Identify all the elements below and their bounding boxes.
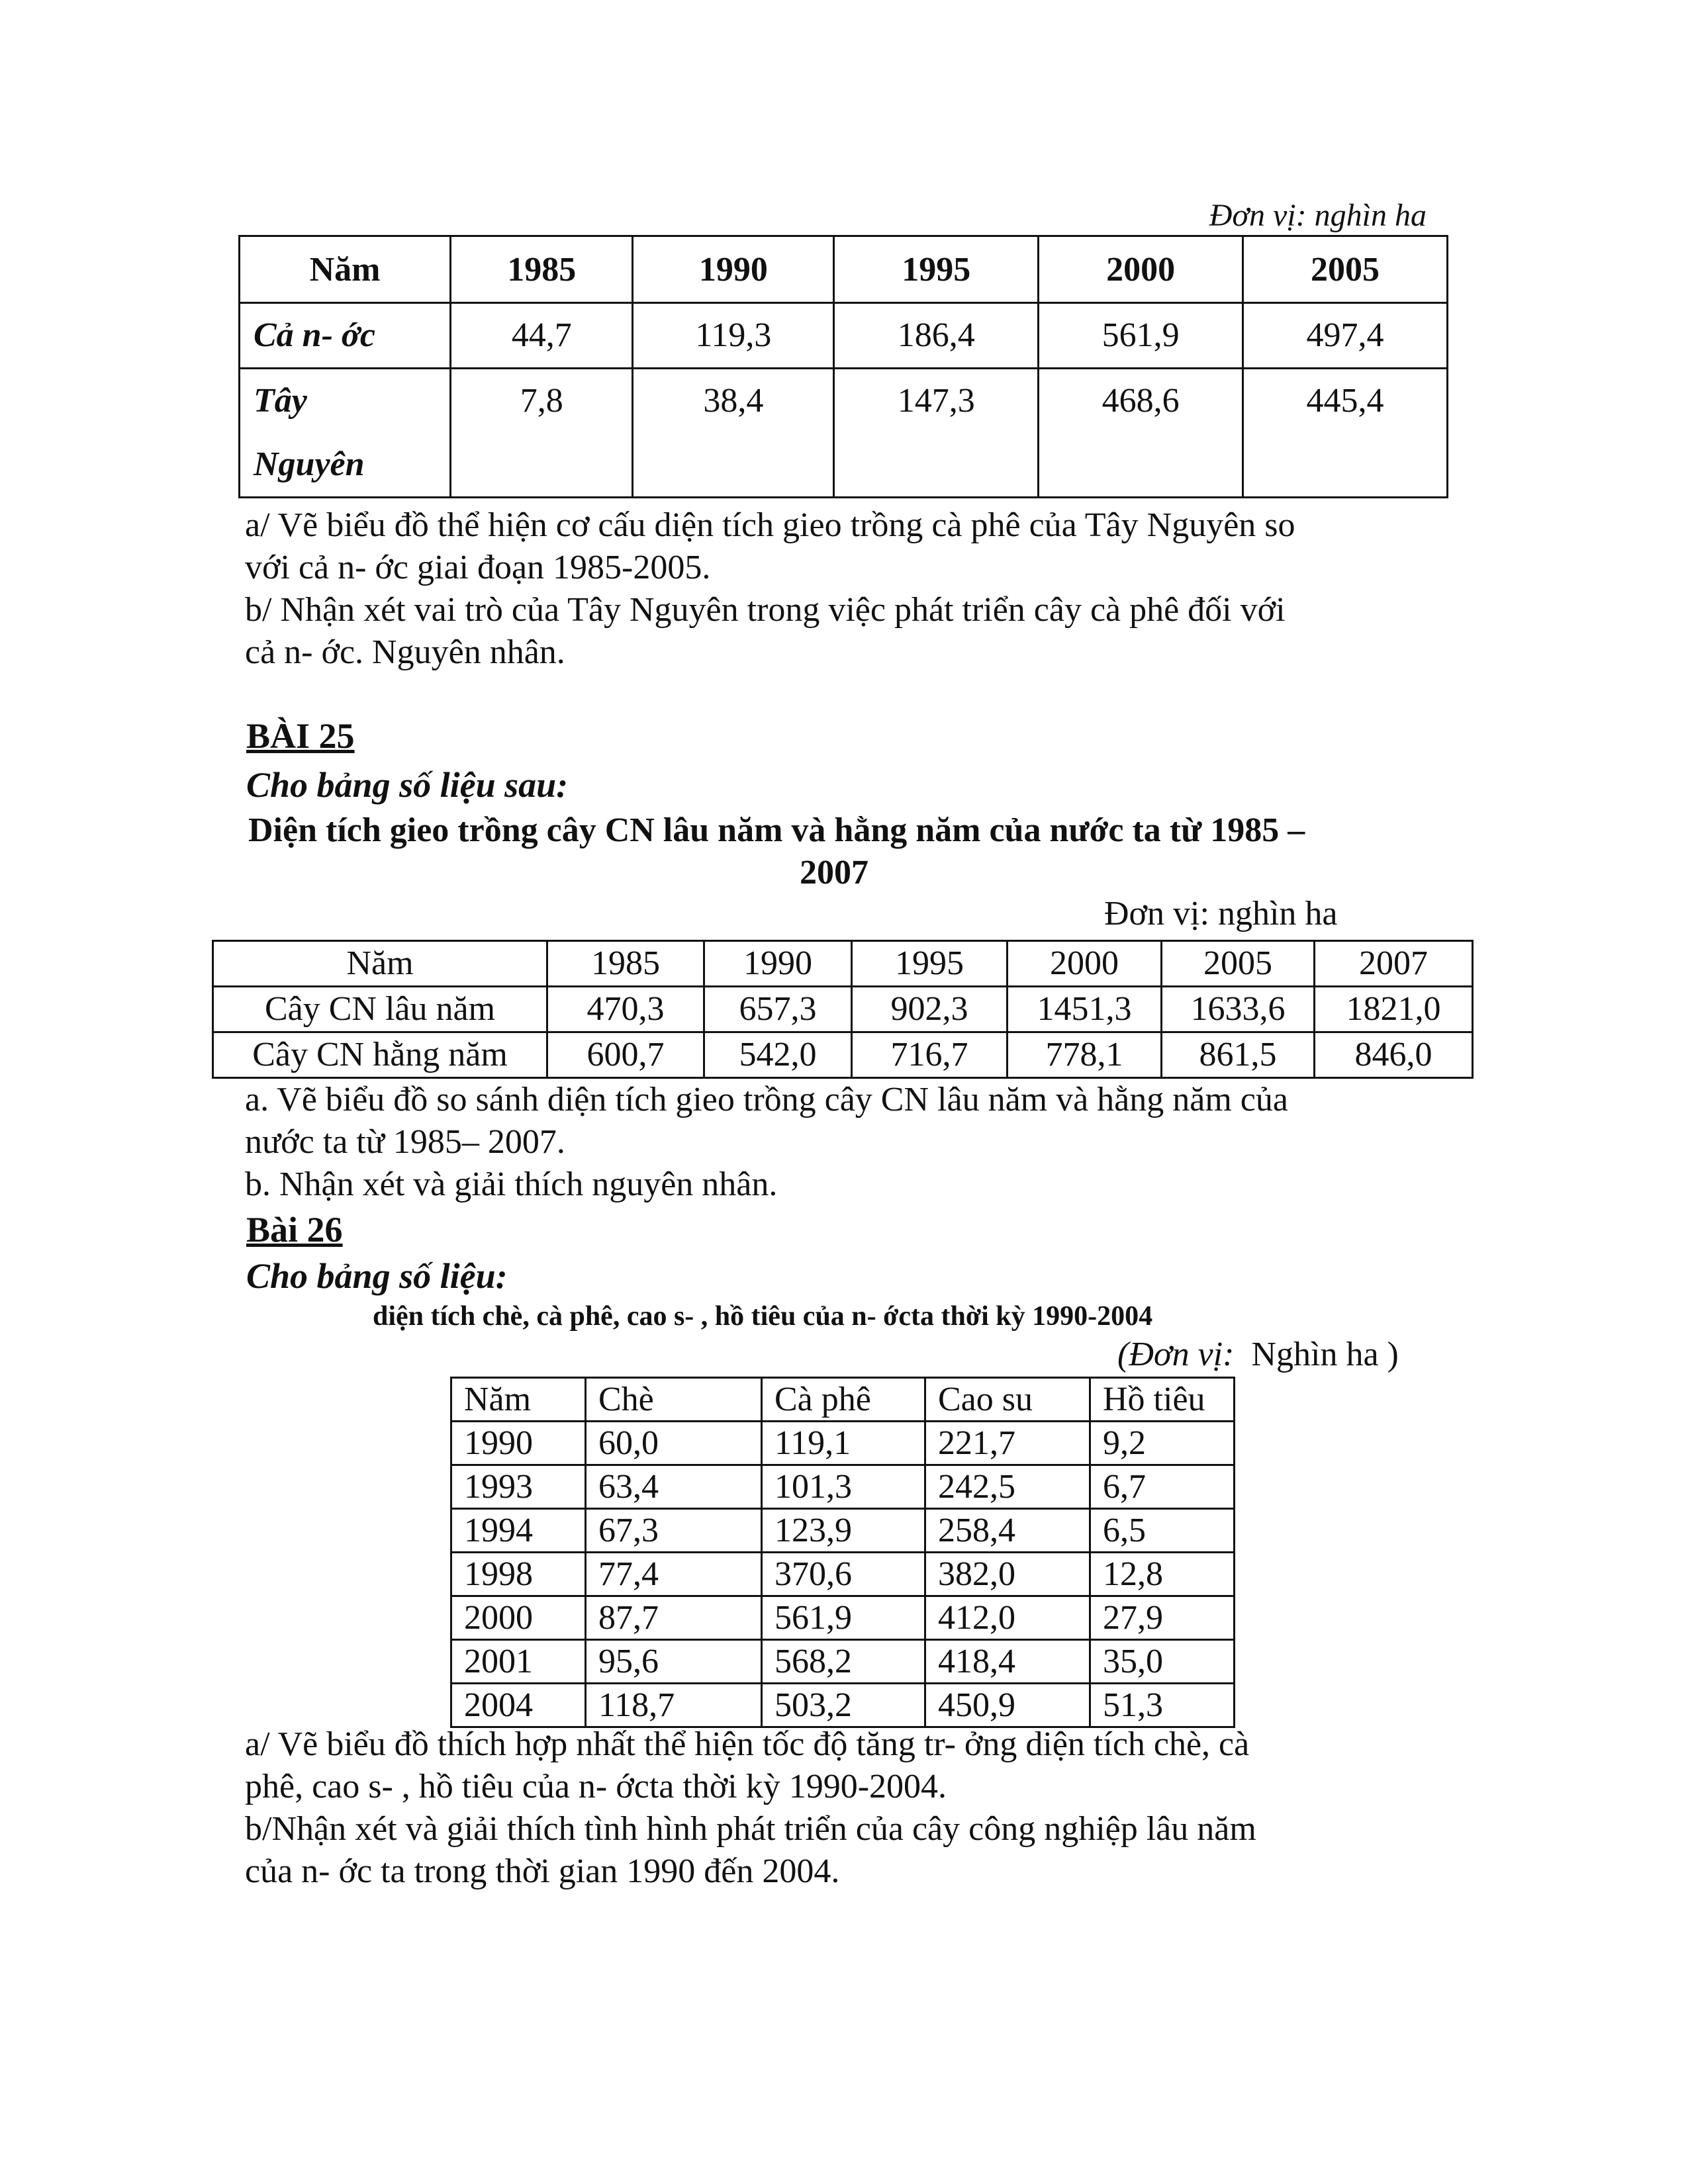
table-cell: 1993 <box>451 1465 586 1509</box>
perennial-crops-table <box>450 1377 1235 1728</box>
table-cell: 657,3 <box>704 987 852 1032</box>
table-cell: 2000 <box>451 1596 586 1640</box>
row-label <box>240 369 451 498</box>
table-cell: 51,3 <box>1090 1684 1235 1727</box>
table-cell: 242,5 <box>925 1465 1090 1509</box>
header-cell: 1985 <box>451 236 633 303</box>
table-cell: 450,9 <box>925 1684 1090 1727</box>
header-cell: 1990 <box>633 236 834 303</box>
table-title: Diện tích gieo trồng cây CN lâu năm và hằng năm của nước ta từ 1985 – <box>248 811 1305 849</box>
table-cell: 119,3 <box>633 303 834 369</box>
table-row <box>451 1465 1235 1509</box>
table-row <box>451 1640 1235 1684</box>
table-cell: 561,9 <box>1039 303 1243 369</box>
header-cell: 1990 <box>704 941 852 987</box>
header-cell: 2005 <box>1243 236 1448 303</box>
question-b-line: b/ Nhận xét vai trò của Tây Nguyên trong việc phát triển cây cà phê đối với <box>245 591 1286 629</box>
table-cell: 221,7 <box>925 1422 1090 1465</box>
table-cell: 1990 <box>451 1422 586 1465</box>
unit-label <box>1117 1334 1399 1375</box>
row-label-line: Tây <box>254 382 307 420</box>
table-cell: 412,0 <box>925 1596 1090 1640</box>
table-cell: 568,2 <box>762 1640 925 1684</box>
table-row <box>240 303 1448 369</box>
industrial-crops-table <box>212 940 1474 1079</box>
table-cell: 38,4 <box>633 369 834 498</box>
table-cell: 35,0 <box>1090 1640 1235 1684</box>
table-cell: 119,1 <box>762 1422 925 1465</box>
table-row <box>451 1553 1235 1596</box>
question-b-line: b/Nhận xét và giải thích tình hình phát triển của cây công nghiệp lâu năm <box>245 1810 1256 1848</box>
table-cell: 1821,0 <box>1315 987 1473 1032</box>
table-cell: 1633,6 <box>1162 987 1315 1032</box>
table-cell: 63,4 <box>586 1465 762 1509</box>
coffee-area-table <box>238 235 1448 498</box>
table-cell: 1998 <box>451 1553 586 1596</box>
table-cell: 778,1 <box>1008 1032 1162 1078</box>
table-cell: 497,4 <box>1243 303 1448 369</box>
table-cell: 9,2 <box>1090 1422 1235 1465</box>
unit-label: Đơn vị: nghìn ha <box>1209 198 1427 233</box>
table-cell: 95,6 <box>586 1640 762 1684</box>
table-cell: 470,3 <box>547 987 704 1032</box>
table-cell: 6,5 <box>1090 1509 1235 1553</box>
row-label-line: Nguyên <box>254 445 365 483</box>
table-cell: 861,5 <box>1162 1032 1315 1078</box>
header-cell: 1995 <box>834 236 1039 303</box>
exercise-intro: Cho bảng số liệu sau: <box>246 765 569 805</box>
question-b-line: b. Nhận xét và giải thích nguyên nhân. <box>245 1165 778 1203</box>
header-cell: Chè <box>586 1378 762 1422</box>
question-a-line: a/ Vẽ biểu đồ thể hiện cơ cấu diện tích gieo trồng cà phê của Tây Nguyên so <box>245 506 1295 544</box>
table-cell: 716,7 <box>852 1032 1008 1078</box>
table-row <box>451 1509 1235 1553</box>
question-a-line: nước ta từ 1985– 2007. <box>245 1123 565 1161</box>
header-cell: 2005 <box>1162 941 1315 987</box>
header-cell: 2000 <box>1039 236 1243 303</box>
table-cell: 503,2 <box>762 1684 925 1727</box>
table-header-row <box>240 236 1448 303</box>
table-header-row <box>213 941 1473 987</box>
table-cell: 7,8 <box>451 369 633 498</box>
table-cell: 561,9 <box>762 1596 925 1640</box>
table-header-row <box>451 1378 1235 1422</box>
table-cell: 2004 <box>451 1684 586 1727</box>
table-cell: 445,4 <box>1243 369 1448 498</box>
table-cell: 600,7 <box>547 1032 704 1078</box>
table-cell: 101,3 <box>762 1465 925 1509</box>
table-cell: 846,0 <box>1315 1032 1473 1078</box>
table-row <box>240 369 1448 498</box>
table-cell: 147,3 <box>834 369 1039 498</box>
table-cell: 1451,3 <box>1008 987 1162 1032</box>
row-label: Cả n- ớc <box>240 303 451 369</box>
header-cell: Năm <box>213 941 547 987</box>
header-cell: 1995 <box>852 941 1008 987</box>
table-cell: 60,0 <box>586 1422 762 1465</box>
question-a-line: a/ Vẽ biểu đồ thích hợp nhất thể hiện tốc độ tăng tr- ởng diện tích chè, cà <box>245 1725 1250 1763</box>
table-cell: 67,3 <box>586 1509 762 1553</box>
table-cell: 418,4 <box>925 1640 1090 1684</box>
header-cell: Hồ tiêu <box>1090 1378 1235 1422</box>
table-cell: 258,4 <box>925 1509 1090 1553</box>
table-row <box>451 1596 1235 1640</box>
exercise-heading: BÀI 25 <box>246 716 355 756</box>
header-cell: Cà phê <box>762 1378 925 1422</box>
header-cell: 2000 <box>1008 941 1162 987</box>
table-cell: 27,9 <box>1090 1596 1235 1640</box>
table-cell: 2001 <box>451 1640 586 1684</box>
table-cell: 12,8 <box>1090 1553 1235 1596</box>
exercise-intro: Cho bảng số liệu: <box>246 1256 508 1296</box>
table-row <box>451 1422 1235 1465</box>
question-b-line: của n- ớc ta trong thời gian 1990 đến 2004. <box>245 1852 840 1890</box>
table-cell: 6,7 <box>1090 1465 1235 1509</box>
header-cell: Năm <box>240 236 451 303</box>
table-cell: 1994 <box>451 1509 586 1553</box>
question-a-line: phê, cao s- , hồ tiêu của n- ớcta thời kỳ 1990-2004. <box>245 1768 947 1805</box>
table-title: 2007 <box>800 854 868 891</box>
table-row <box>213 987 1473 1032</box>
unit-label: Đơn vị: nghìn ha <box>1104 895 1338 933</box>
exercise-heading: Bài 26 <box>246 1210 343 1250</box>
question-b-line: cả n- ớc. Nguyên nhân. <box>245 633 565 671</box>
header-cell: 1985 <box>547 941 704 987</box>
table-cell: 902,3 <box>852 987 1008 1032</box>
row-label: Cây CN lâu năm <box>213 987 547 1032</box>
question-a-line: với cả n- ớc giai đoạn 1985-2005. <box>245 549 711 586</box>
header-cell: Năm <box>451 1378 586 1422</box>
header-cell: Cao su <box>925 1378 1090 1422</box>
table-cell: 44,7 <box>451 303 633 369</box>
table-cell: 87,7 <box>586 1596 762 1640</box>
table-cell: 542,0 <box>704 1032 852 1078</box>
table-cell: 382,0 <box>925 1553 1090 1596</box>
table-cell: 77,4 <box>586 1553 762 1596</box>
question-a-line: a. Vẽ biểu đồ so sánh diện tích gieo trồng cây CN lâu năm và hằng năm của <box>245 1081 1288 1118</box>
unit-label-plain: Nghìn ha ) <box>1251 1336 1399 1373</box>
table-row <box>213 1032 1473 1078</box>
table-row <box>451 1684 1235 1727</box>
table-cell: 186,4 <box>834 303 1039 369</box>
unit-label-italic: (Đơn vị: <box>1117 1336 1235 1373</box>
table-cell: 118,7 <box>586 1684 762 1727</box>
table-cell: 468,6 <box>1039 369 1243 498</box>
table-cell: 123,9 <box>762 1509 925 1553</box>
row-label: Cây CN hằng năm <box>213 1032 547 1078</box>
table-title: diện tích chè, cà phê, cao s- , hồ tiêu của n- ớcta thời kỳ 1990-2004 <box>373 1301 1153 1332</box>
table-cell: 370,6 <box>762 1553 925 1596</box>
header-cell: 2007 <box>1315 941 1473 987</box>
